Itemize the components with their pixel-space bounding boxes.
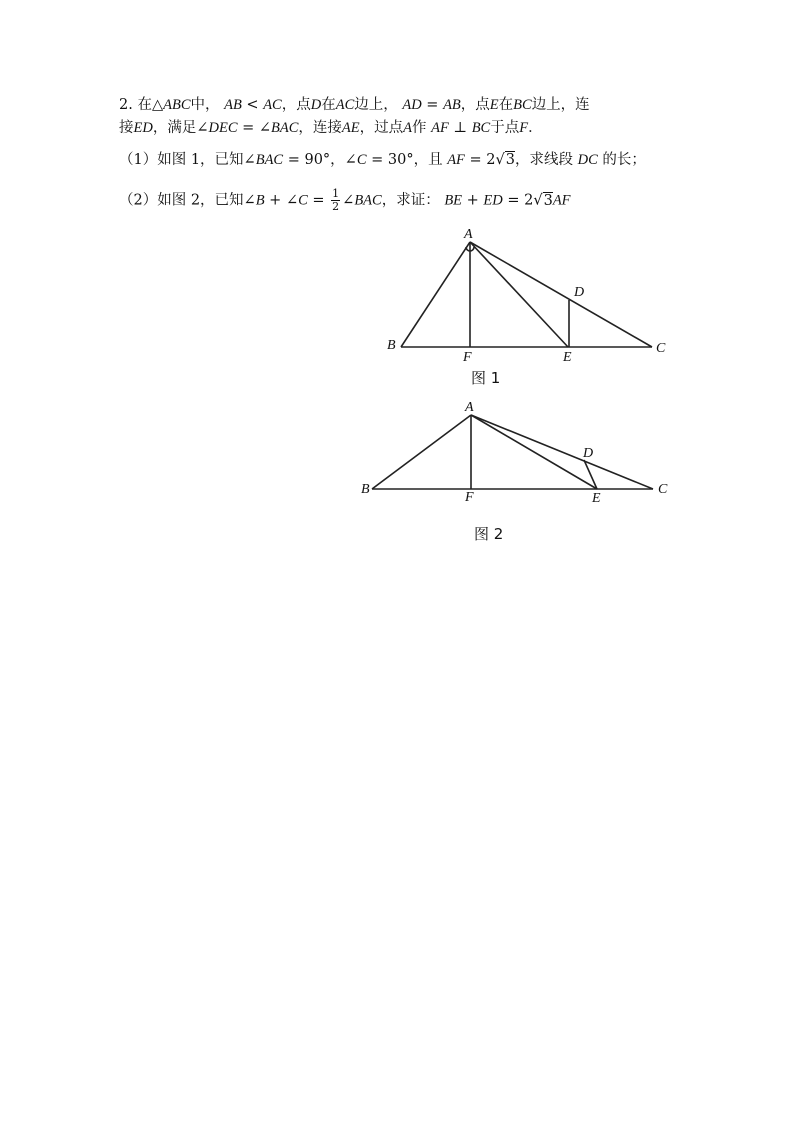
text-segment: ，满足∠ (152, 120, 209, 136)
fig2-label-f: F (465, 490, 474, 505)
math-var: BC (471, 120, 491, 136)
fig1-label-d: D (574, 285, 585, 300)
fig2-segment-ac (471, 415, 653, 489)
text-segment: 在△ (137, 97, 164, 113)
math-var: BAC (354, 192, 382, 209)
segment-ac (470, 242, 652, 347)
text-segment: + ∠ (264, 192, 299, 209)
math-op: < (241, 97, 264, 113)
fig2-label-a: A (465, 400, 474, 415)
fraction-denominator: 2 (332, 200, 340, 213)
text-segment: ，点 (460, 97, 490, 113)
text-segment: = 30°，且 (366, 152, 443, 168)
text-segment: = 2 (502, 192, 534, 209)
fig2-segment-ae (471, 415, 597, 489)
segment-ae (470, 242, 568, 347)
text-segment: 边上，连 (531, 97, 590, 113)
sqrt-symbol: √ (495, 152, 505, 168)
text-segment: 于点 (490, 120, 520, 136)
math-var: BC (513, 97, 532, 113)
segment-ab (401, 242, 470, 347)
math-var: AE (341, 120, 360, 136)
text-segment: = 90°，∠ (283, 152, 357, 168)
text-segment: ，点 (281, 97, 311, 113)
fig2-label-c: C (658, 482, 668, 497)
math-op: + (462, 192, 484, 209)
math-var: AF (431, 120, 449, 136)
sqrt-radicand: 3 (505, 152, 515, 168)
math-var: F (519, 120, 529, 136)
math-var: AD (402, 97, 422, 113)
math-var: AC (263, 97, 282, 113)
text-segment: 作 (412, 120, 427, 136)
text-segment: （1）如图 1，已知∠ (119, 152, 256, 168)
math-var: BAC (255, 152, 284, 168)
text-segment: 中， (190, 97, 220, 113)
fig1-label-f: F (463, 350, 472, 365)
text-segment: 在 (321, 97, 336, 113)
math-var: AF (552, 192, 571, 209)
math-var: AB (224, 97, 242, 113)
text-segment: ，过点 (359, 120, 404, 136)
math-op: ⊥ (448, 120, 472, 136)
math-var: DC (577, 152, 598, 168)
text-segment: = 2 (464, 152, 496, 168)
text-segment: （2）如图 2，已知∠ (119, 192, 256, 209)
math-var: DEC (208, 120, 238, 136)
fig2-segment-ab (372, 415, 471, 489)
math-var: C (356, 152, 367, 168)
math-var: BE (444, 192, 463, 209)
math-var: C (298, 192, 308, 209)
math-var: AB (443, 97, 461, 113)
math-var: AC (335, 97, 355, 113)
math-var: ED (133, 120, 153, 136)
fig1-label-c: C (656, 341, 666, 356)
math-var: ABC (163, 97, 191, 113)
fig2-label-b: B (361, 482, 370, 497)
fraction-numerator: 1 (332, 187, 340, 200)
math-var: B (255, 192, 265, 209)
problem-number: 2. (119, 97, 133, 113)
text-segment: ． (528, 120, 543, 136)
math-var: BAC (271, 120, 299, 136)
figure-1-caption: 图 1 (471, 369, 501, 387)
text-segment: ，求线段 (514, 152, 573, 168)
text-segment: ，连接 (298, 120, 342, 136)
figure-2-caption: 图 2 (474, 525, 504, 543)
text-segment: 的长； (602, 152, 646, 168)
math-var: AF (447, 152, 465, 168)
sqrt-symbol: √ (533, 192, 543, 209)
math-var: A (403, 120, 412, 136)
figure-1-diagram (0, 0, 794, 560)
sqrt-radicand: 3 (543, 192, 553, 209)
fig1-label-b: B (387, 338, 396, 353)
text-segment: 边上， (354, 97, 398, 113)
text-segment: = (307, 192, 330, 209)
fig2-label-d: D (583, 446, 594, 461)
fig1-label-e: E (563, 350, 572, 365)
math-op: = ∠ (237, 120, 272, 136)
math-op: = (421, 97, 444, 113)
fig2-label-e: E (592, 491, 601, 506)
fig1-label-a: A (464, 227, 473, 242)
text-segment: ∠ (342, 192, 355, 209)
math-var: E (489, 97, 499, 113)
math-var: D (310, 97, 322, 113)
text-segment: 接 (119, 120, 134, 136)
math-var: ED (483, 192, 503, 209)
text-segment: 在 (498, 97, 514, 113)
text-segment: ，求证： (381, 192, 440, 209)
